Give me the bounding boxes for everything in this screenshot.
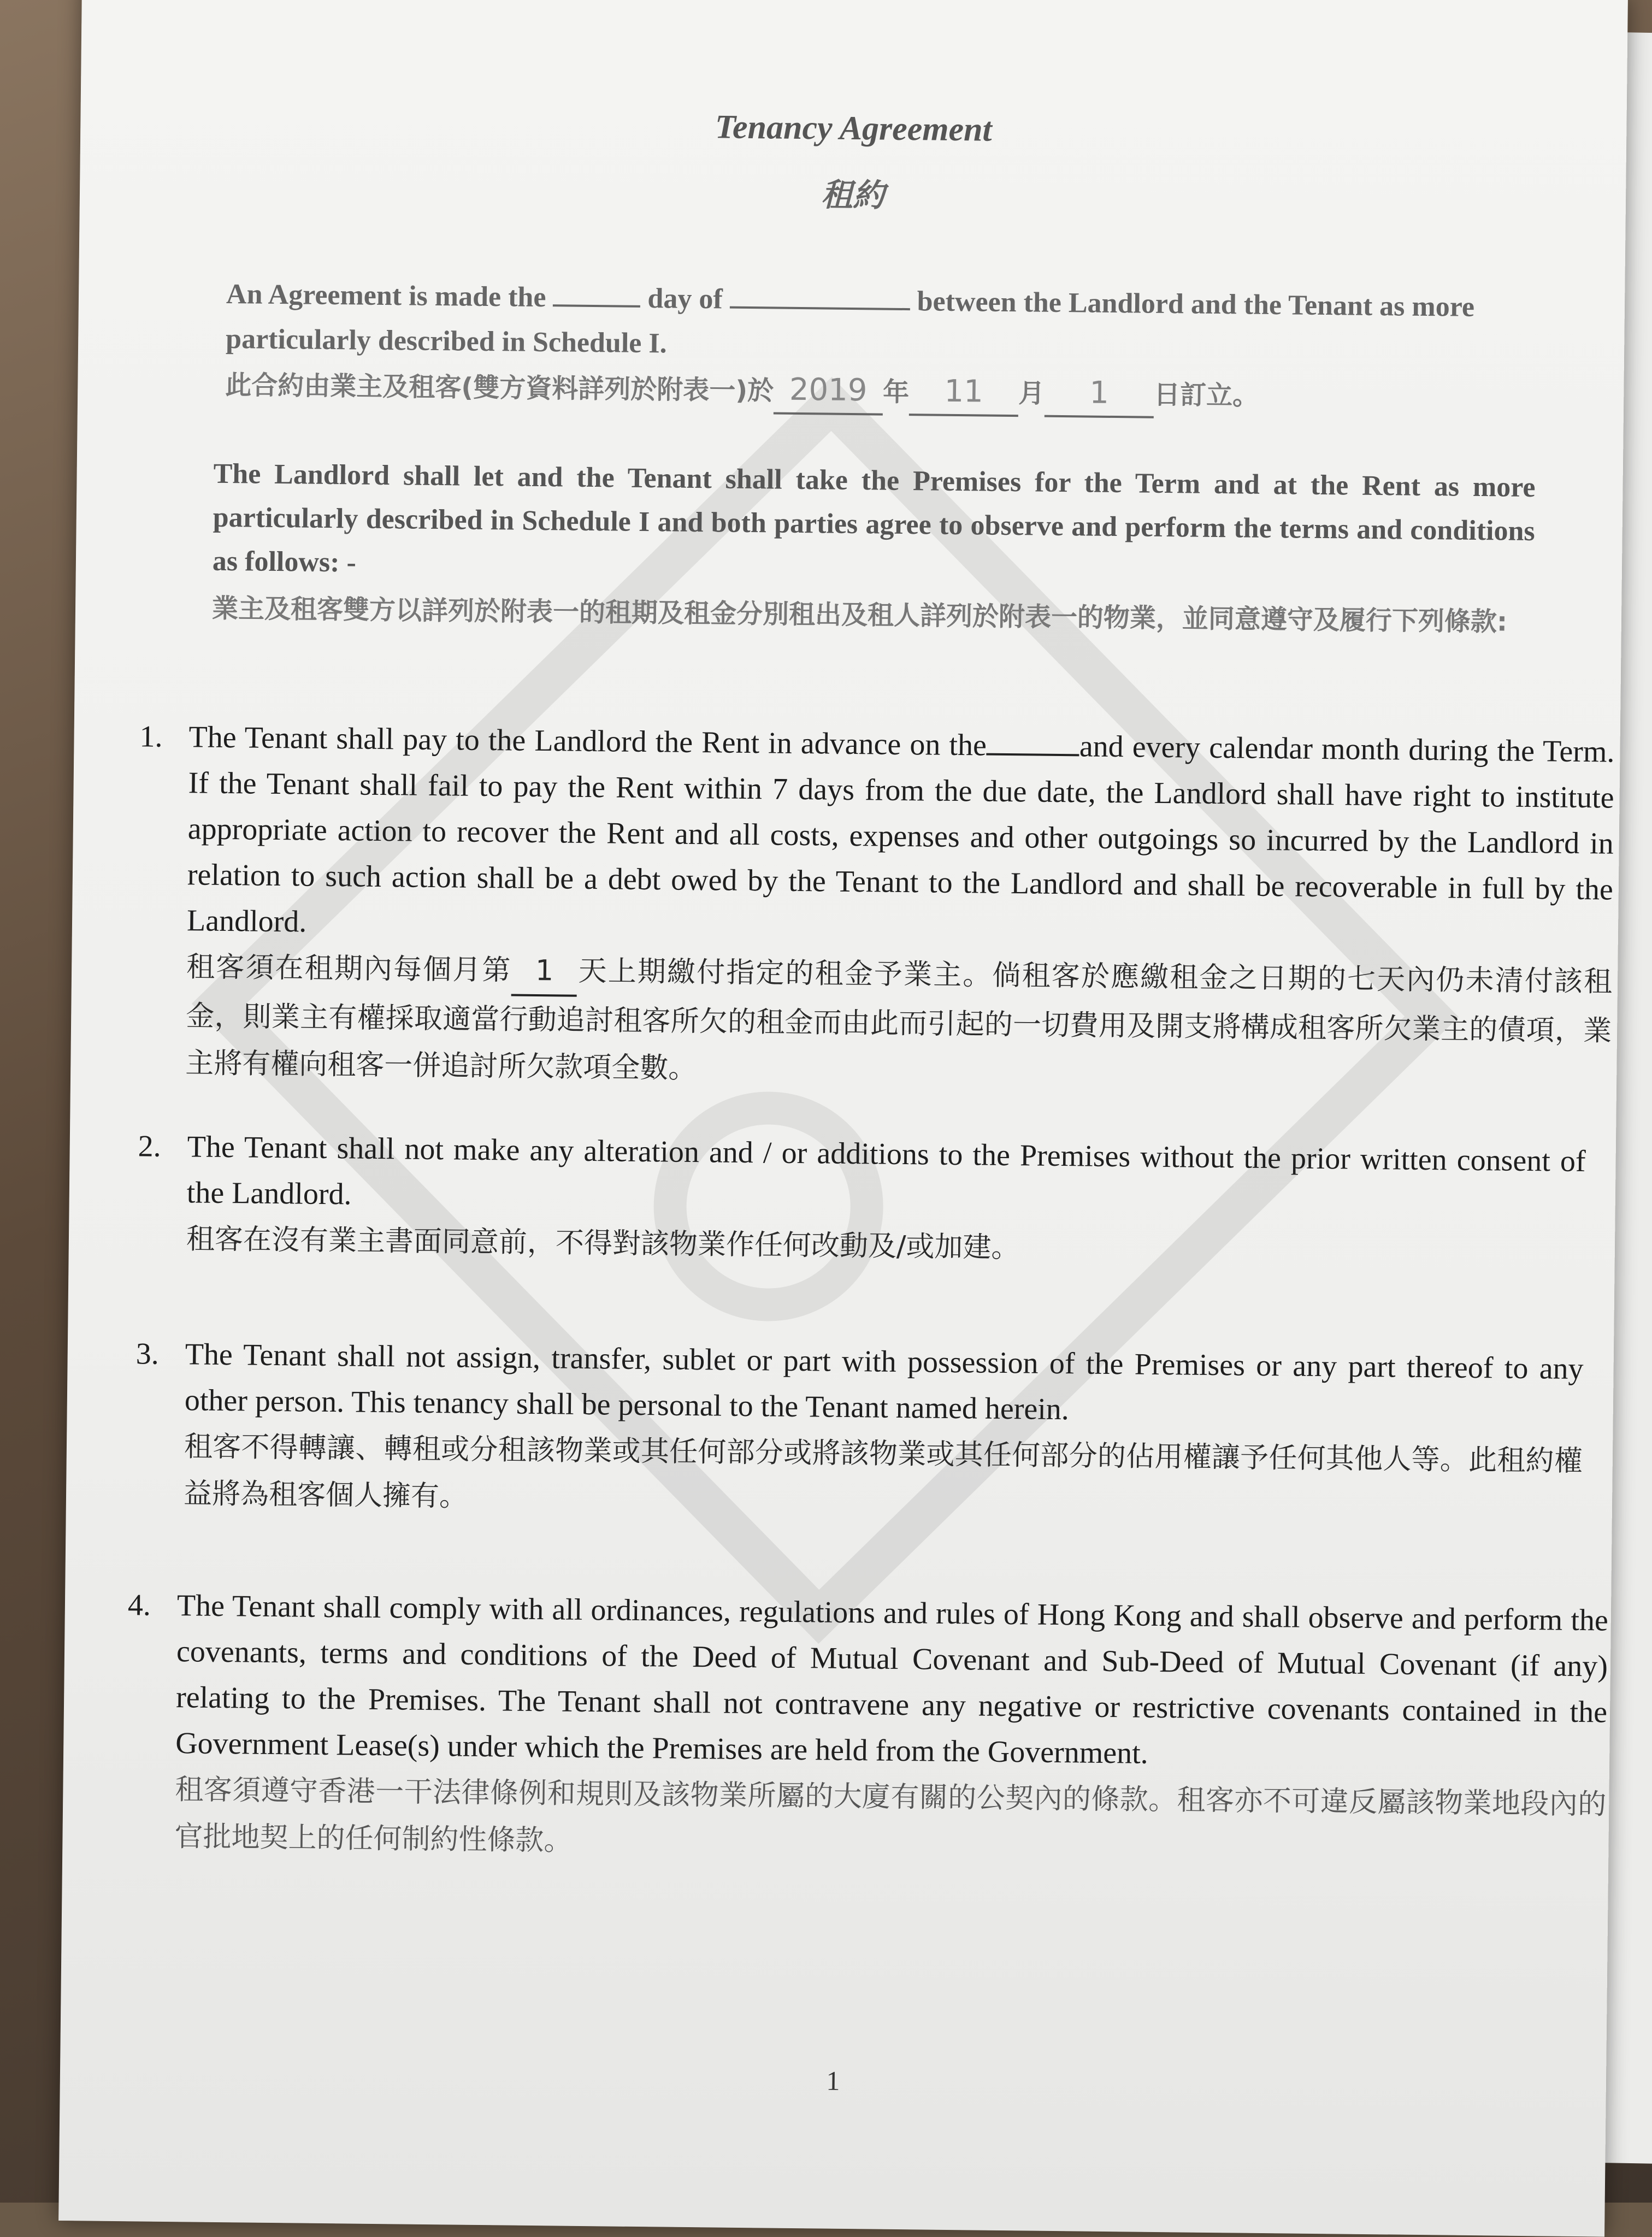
day-blank — [553, 304, 640, 308]
rent-day-value: 1 — [511, 947, 577, 997]
year-value: 2019 — [774, 367, 883, 415]
intro-zh-text: 此合約由業主及租客(雙方資料詳列於附表一)於 — [225, 369, 774, 406]
terms-intro-zh: 業主及租客雙方以詳列於附表一的租期及租金分別租出及租人詳列於附表一的物業，並同意遵守及履行下列條款: — [211, 593, 1508, 638]
clause-number: 1. — [139, 719, 163, 754]
clause-1 — [139, 714, 1615, 1101]
clause-1-en — [187, 714, 1615, 958]
clause-1-en-text-1: The Tenant shall pay to the Landlord the Rent in advance on the — [188, 720, 987, 763]
clause-3-en: The Tenant shall not assign, transfer, sublet or part with possession of the Premises or any part thereof to any other person. This tenancy shall be personal to the Tenant named herein. — [184, 1337, 1584, 1427]
rent-day-blank — [987, 753, 1079, 757]
clause-2-en: The Tenant shall not make any alteration and / or additions to the Premises without the prior written consent of the Landlord. — [186, 1130, 1586, 1212]
clause-4-en: The Tenant shall comply with all ordinances, regulations and rules of Hong Kong and shall observe and perform the covenants, terms and conditions of the Deed of Mutual Covenant and Sub-Deed of Mutual Covenant (if any) relating to the Premises. The Tenant shall not contravene any negative or restrictive covenants contained in the Government Lease(s) under which the Premises are held from the Government. — [175, 1589, 1609, 1770]
clause-number: 3. — [135, 1337, 160, 1371]
month-blank — [730, 306, 910, 310]
clause-1-zh — [185, 943, 1613, 1101]
clause-4-zh: 租客須遵守香港一干法律條例和規則及該物業所屬的大廈有關的公契內的條款。租客亦不可違反屬該物業地段內的官批地契上的任何制約性條款。 — [174, 1773, 1607, 1857]
terms-intro — [212, 452, 1536, 642]
terms-intro-en: The Landlord shall let and the Tenant shall take the Premises for the Term and at the Rent as more particularly described in Schedule I and both parties agree to observe and perform the terms and conditions as follows: - — [212, 458, 1536, 579]
year-unit: 年 — [882, 376, 910, 408]
clause-2-zh: 租客在沒有業主書面同意前，不得對該物業作任何改動及/或加建。 — [186, 1223, 1020, 1265]
tenancy-agreement-page — [58, 0, 1628, 2237]
clause-number: 2. — [138, 1129, 162, 1164]
intro-en — [226, 272, 1532, 375]
day-value: 1 — [1045, 370, 1154, 418]
month-value: 11 — [909, 369, 1019, 417]
intro-text-1: An Agreement is made the — [226, 278, 546, 314]
clause-4 — [127, 1583, 1609, 1875]
day-unit: 日訂立。 — [1153, 379, 1259, 411]
intro-text-3: between the Landlord and the Tenant as more particularly described in Schedule I. — [225, 286, 1475, 359]
document-title-zh: 租約 — [821, 176, 885, 214]
intro-paragraph — [225, 272, 1532, 422]
clause-2 — [138, 1124, 1586, 1277]
clause-1-en-text-2: and every calendar month during the Term. If the Tenant shall fail to pay the Rent within 7 days from the due date, the Landlord shall have right to institute appropriate action to recover the Rent and all costs, expenses and other outgoings so incurred by the Landlord in relation to such action shall be a debt owed by the Tenant to the Landlord and shall be recoverable in full by the Landlord. — [186, 729, 1615, 939]
clause-number: 4. — [127, 1588, 151, 1622]
clause-1-zh-text-1: 租客須在租期內每個月第 — [186, 951, 512, 987]
month-unit: 月 — [1018, 378, 1045, 409]
clause-1-zh-text-2: 天上期繳付指定的租金予業主。倘租客於應繳租金之日期的七天內仍未清付該租金，則業主有權採取適當行動追討租客所欠的租金而由此而引起的一切費用及開支將構成租客所欠業主的債項，業主將有權向租客一併追討所欠款項全數。 — [185, 954, 1613, 1085]
document-title-en: Tenancy Agreement — [715, 108, 993, 149]
clause-3-zh: 租客不得轉讓、轉租或分租該物業或其任何部分或將該物業或其任何部分的佔用權讓予任何其他人等。此租約權益將為租客個人擁有。 — [183, 1430, 1583, 1513]
intro-text-2: day of — [647, 283, 723, 315]
page-number: 1 — [826, 2065, 840, 2096]
clause-3 — [135, 1331, 1584, 1532]
